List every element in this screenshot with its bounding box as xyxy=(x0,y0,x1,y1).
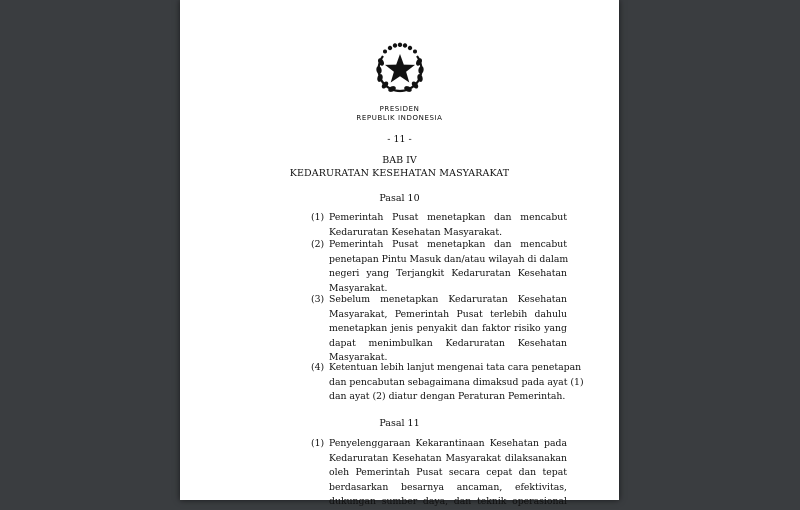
ayat-line: Sebelum menetapkan Kedaruratan Kesehatan xyxy=(329,294,567,305)
pasal-10-ayat-4 xyxy=(311,361,584,405)
chapter-label: BAB IV xyxy=(382,155,417,166)
pasal-11-title: Pasal 11 xyxy=(379,418,420,429)
ayat-line: Penyelenggaraan Kekarantinaan Kesehatan pada xyxy=(329,438,567,449)
pasal-10-title: Pasal 10 xyxy=(379,193,420,204)
ayat-line: dapat menimbulkan Kedaruratan Kesehatan xyxy=(329,337,567,349)
garuda-star-emblem-icon xyxy=(374,42,426,94)
ayat-line: Kedaruratan Kesehatan Masyarakat dilaksanakan xyxy=(329,452,567,464)
ayat-line: Pemerintah Pusat menetapkan dan mencabut xyxy=(329,212,567,223)
ayat-line: Pemerintah Pusat menetapkan dan mencabut xyxy=(329,239,567,250)
ayat-line: penetapan Pintu Masuk dan/atau wilayah di dalam xyxy=(329,253,569,265)
ayat-line: Ketentuan lebih lanjut mengenai tata cara penetapan xyxy=(329,362,582,373)
ayat-line: menetapkan jenis penyakit dan faktor risiko yang xyxy=(329,323,567,335)
ayat-line: oleh Pemerintah Pusat secara cepat dan tepat xyxy=(329,467,567,479)
header-republik-indonesia: REPUBLIK INDONESIA xyxy=(356,114,443,122)
ayat-line: dan pencabutan sebagaimana dimaksud pada ayat (1) xyxy=(329,376,584,388)
ayat-line: Kedaruratan Kesehatan Masyarakat. xyxy=(329,226,503,238)
ayat-line: berdasarkan besarnya ancaman, efektivitas, xyxy=(329,481,567,493)
ayat-line: dan ayat (2) diatur dengan Peraturan Pemerintah. xyxy=(329,391,566,403)
pasal-10-ayat-1 xyxy=(311,211,567,240)
ayat-number: (1) xyxy=(311,212,325,223)
ayat-line: Masyarakat, Pemerintah Pusat terlebih dahulu xyxy=(329,308,567,320)
pasal-10-ayat-3 xyxy=(311,293,567,366)
pasal-10-ayat-2 xyxy=(311,238,567,296)
chapter-title: KEDARURATAN KESEHATAN MASYARAKAT xyxy=(289,168,510,179)
ayat-line: dukungan sumber daya, dan teknik operasional xyxy=(329,496,567,508)
ayat-line: negeri yang Terjangkit Kedaruratan Kesehatan xyxy=(329,268,567,280)
ayat-line: Masyarakat. xyxy=(329,282,388,294)
ayat-number: (4) xyxy=(311,362,325,373)
ayat-number: (2) xyxy=(311,239,325,250)
pasal-11-ayat-1 xyxy=(311,437,567,510)
ayat-number: (3) xyxy=(311,294,325,305)
ayat-line: Masyarakat. xyxy=(329,352,388,364)
ayat-number: (1) xyxy=(311,438,325,449)
page-number: - 11 - xyxy=(387,134,412,145)
document-page xyxy=(180,0,619,508)
header-presiden: PRESIDEN xyxy=(379,105,420,113)
